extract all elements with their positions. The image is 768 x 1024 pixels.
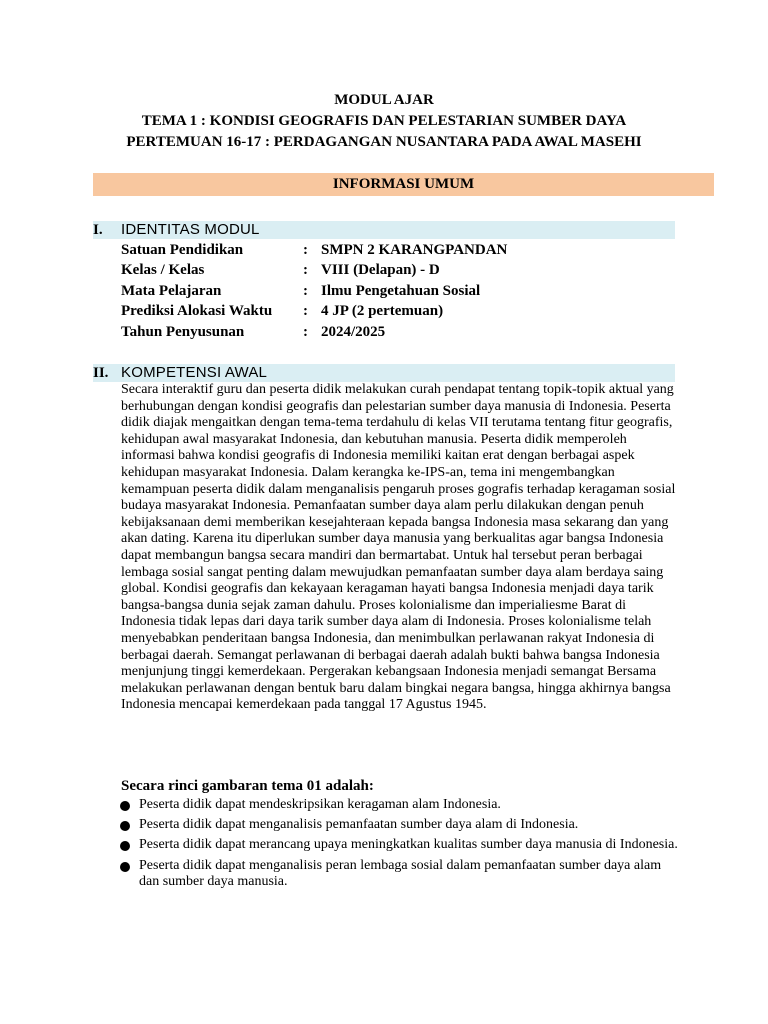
section-title: KOMPETENSI AWAL [121, 364, 268, 381]
module-title: MODUL AJAR [334, 92, 434, 108]
competence-paragraph: Secara interaktif guru dan peserta didik melakukan curah pendapat tentang topik-topik aktual yang berhubungan dengan kondisi geografis dan pelestarian sumber daya manusia di Indonesia. Peserta didik diajak mengaitkan dengan tema-tema terdahulu di kelas VII terutama tentang fitur geografis, kehidupan awal masyarakat Indonesia, dan kebutuhan manusia. Peserta didik memperoleh informasi bahwa kondisi geografis di Indonesia memiliki kaitan erat dengan berbagai aspek kehidupan masyarakat Indonesia. Dalam kerangka ke-IPS-an, tema ini mengembangkan kemampuan peserta didik dalam menganalisis pengaruh proses gografis terhadap keragaman sosial budaya masyarakat Indonesia. Pemanfaatan sumber daya alam perlu dilakukan dengan penuh kebijaksanaan demi memberikan kesejahteraan kepada bangsa Indonesia masa sekarang dan yang akan dating. Karena itu diperlukan sumber daya manusia yang berkualitas agar bangsa Indonesia dapat membangun bangsa secara mandiri dan bermartabat. Untuk hal tersebut peran berbagai lembaga sosial sangat penting dalam mewujudkan pemanfaatan sumber daya alam berdaya saing global. Kondisi geografis dan kekayaan keragaman hayati bangsa Indonesia menjadi daya tarik bangsa-bangsa dunia sejak zaman dahulu. Proses kolonialisme dan imperialiesme Barat di Indonesia tidak lepas dari daya tarik sumber daya alam di Indonesia. Proses kolonialisme telah menyebabkan penderitaan bangsa Indonesia, dan menimbulkan perlawanan rakyat Indonesia di berbagai daerah. Semangat perlawanan di berbagai daerah adalah bukti bahwa bangsa Indonesia menjunjung tinggi kemerdekaan. Pergerakan kebangsaan Indonesia menjadi semangat Bersama melakukan perlawanan dengan bentuk baru dalam bingkai negara bangsa, hingga akhirnya bangsa Indonesia mencapai kemerdekaan pada tanggal 17 Agustus 1945. [121, 382, 676, 713]
identity-colon: : [303, 262, 308, 279]
list-item-text: Peserta didik dapat menganalisis pemanfaatan sumber daya alam di Indonesia. [139, 817, 579, 833]
bullet-icon [120, 801, 130, 811]
list-item-text: Peserta didik dapat merancang upaya meningkatkan kualitas sumber daya manusia di Indonesia. [139, 837, 678, 853]
module-identity-table [121, 240, 681, 342]
bullet-icon [120, 841, 130, 851]
section-number: I. [93, 222, 103, 238]
identity-value: SMPN 2 KARANGPANDAN [321, 242, 508, 258]
meeting-title: PERTEMUAN 16-17 : PERDAGANGAN NUSANTARA PADA AWAL MASEHI [126, 134, 642, 150]
identity-label: Mata Pelajaran [121, 282, 222, 299]
general-info-banner: INFORMASI UMUM [93, 173, 714, 196]
section-number: II. [93, 365, 109, 381]
identity-row [121, 301, 681, 321]
identity-value: 2024/2025 [321, 323, 386, 340]
identity-row [121, 240, 681, 260]
document-title-block [0, 90, 768, 153]
list-item [119, 797, 679, 814]
identity-value: VIII (Delapan) - D [321, 262, 440, 279]
identity-label: Prediksi Alokasi Waktu [121, 303, 273, 320]
theme-title: TEMA 1 : KONDISI GEOGRAFIS DAN PELESTARIAN SUMBER DAYA [141, 113, 627, 129]
list-item [119, 858, 679, 891]
detail-heading: Secara rinci gambaran tema 01 adalah: [121, 778, 374, 794]
bullet-icon [120, 862, 130, 872]
identity-label: Tahun Penyusunan [121, 323, 245, 340]
identity-colon: : [303, 242, 308, 258]
list-item-text: Peserta didik dapat menganalisis peran lembaga sosial dalam pemanfaatan sumber daya alam dan sumber daya manusia. [139, 857, 662, 890]
list-item [119, 837, 679, 854]
section-identity-header [93, 221, 675, 239]
identity-label: Kelas / Kelas [121, 262, 205, 279]
identity-colon: : [303, 323, 308, 340]
identity-row [121, 260, 681, 280]
identity-colon: : [303, 282, 308, 299]
identity-row [121, 281, 681, 301]
identity-value: 4 JP (2 pertemuan) [321, 303, 444, 320]
identity-value: Ilmu Pengetahuan Sosial [321, 282, 481, 299]
identity-row [121, 322, 681, 342]
bullet-icon [120, 821, 130, 831]
section-competence-header [93, 364, 675, 382]
identity-label: Satuan Pendidikan [121, 242, 244, 258]
list-item-text: Peserta didik dapat mendeskripsikan keragaman alam Indonesia. [139, 797, 501, 812]
identity-colon: : [303, 303, 308, 320]
objectives-list [119, 797, 679, 894]
list-item [119, 817, 679, 834]
section-title: IDENTITAS MODUL [121, 221, 260, 238]
